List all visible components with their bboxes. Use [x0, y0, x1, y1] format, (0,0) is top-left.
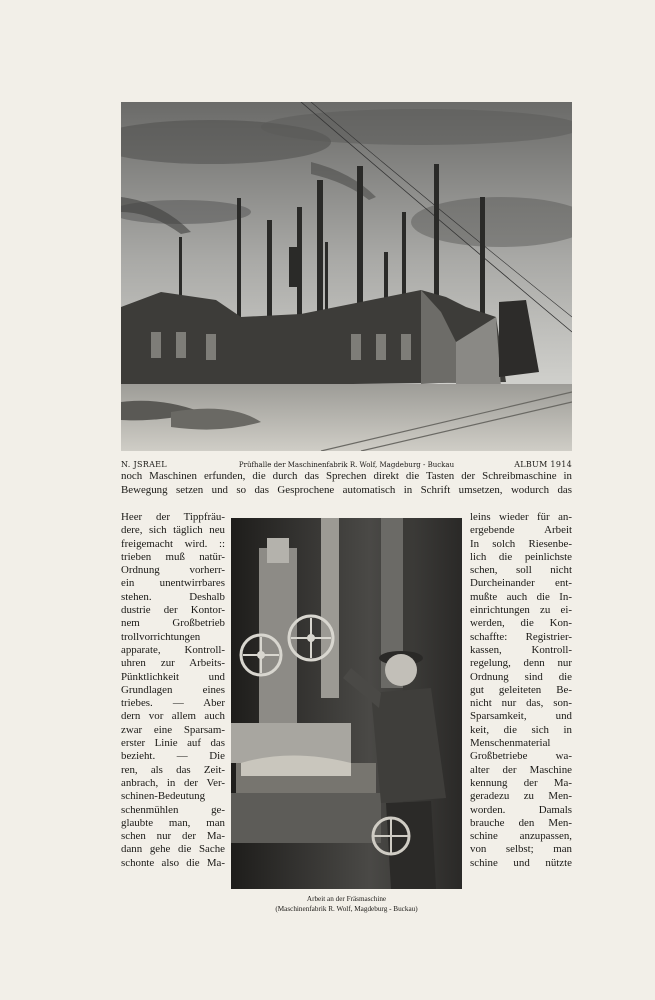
right-column-line: Sparsamkeit, und	[470, 710, 572, 723]
left-column-line: trollvorrichtungen	[121, 630, 201, 643]
factory-hall-photo	[121, 102, 572, 451]
left-column-line: Pünktlichkeit und	[121, 670, 225, 683]
left-column-line: bezieht. — Die	[121, 750, 225, 763]
left-column-line: ein unentwirrbares	[121, 577, 225, 590]
left-column-line: nem Großbetrieb	[121, 617, 225, 630]
right-column-line: mußte auch die In-	[470, 590, 572, 603]
photo-caption-top: Prüfhalle der Maschinenfabrik R. Wolf, Magdeburg - Buckau	[238, 461, 455, 469]
left-column-line: anbrach, in der Ver-	[121, 776, 225, 789]
milling-machine-photo	[231, 518, 462, 889]
right-column-line: schaffte: Registrier-	[470, 630, 572, 643]
left-column-line: glaubte man, man	[121, 816, 225, 829]
left-column-line: schinen-Bedeutung	[121, 790, 206, 803]
album-label: ALBUM 1914	[514, 460, 572, 469]
right-column-line: kennung der Ma-	[470, 776, 572, 789]
author-name: N. JSRAEL	[121, 460, 167, 469]
right-column-line: nicht nur das, son-	[470, 697, 572, 710]
right-column-line: kassen, Kontroll-	[470, 643, 572, 656]
milling-caption-line-1: Arbeit an der Fräsmaschine	[306, 895, 387, 903]
left-column-line: dern vor allem auch	[121, 710, 225, 723]
right-column-line: schine und nützte	[470, 856, 572, 869]
right-column-line: regelung, denn nur	[470, 657, 572, 670]
left-column-line: zwar eine Sparsam-	[121, 723, 225, 736]
right-column-line: schen, soll nicht	[470, 564, 572, 577]
left-column-line: ren, als das Zeit-	[121, 763, 225, 776]
left-column-line: dere, sich täglich neu	[121, 524, 225, 537]
right-column-line: gut geleiteten Be-	[470, 683, 572, 696]
left-column-line: uhren zur Arbeits-	[121, 657, 225, 670]
left-column-line: trieben muß natür-	[121, 550, 225, 563]
right-column-line: Menschenmaterial	[470, 737, 551, 750]
right-column-line: schine anzupassen,	[470, 830, 572, 843]
left-column-line: dann gehe die Sache	[121, 843, 225, 856]
milling-photo-caption	[231, 895, 462, 914]
right-column-line: ergebende Arbeit	[470, 524, 572, 537]
left-column-line: schonte also die Ma-	[121, 856, 225, 869]
left-column-line: dustrie der Kontor-	[121, 604, 225, 617]
right-column-line: worden. Damals	[470, 803, 572, 816]
right-column	[470, 511, 572, 870]
right-column-line: alter der Maschine	[470, 763, 572, 776]
left-column-line: Grundlagen eines	[121, 683, 225, 696]
right-column-line: geradezu zu Men-	[470, 790, 572, 803]
left-column-line: schen nur der Ma-	[121, 830, 225, 843]
left-column-line: freigemacht wird. ::	[121, 537, 225, 550]
body-line-1: noch Maschinen erfunden, die durch das Sprechen direkt die Tasten der Schreibmaschine in	[121, 470, 572, 482]
left-column	[121, 511, 225, 870]
left-column-line: stehen. Deshalb	[121, 590, 225, 603]
right-column-line: brauche den Men-	[470, 816, 572, 829]
left-column-line: Ordnung vorherr-	[121, 564, 225, 577]
right-column-line: von selbst; man	[470, 843, 572, 856]
right-column-line: werden, die Kon-	[470, 617, 572, 630]
right-column-line: In solch Riesenbe-	[470, 537, 572, 550]
right-column-line: Ordnung sind die	[470, 670, 572, 683]
left-column-line: Heer der Tippfräu-	[121, 511, 225, 523]
body-line-2: Bewegung setzen und so das Gesprochene automatisch in Schrift umsetzen, wodurch das	[121, 484, 572, 496]
left-column-line: apparate, Kontroll-	[121, 643, 225, 656]
right-column-line: leins wieder für an-	[470, 511, 572, 523]
left-column-line: erster Linie auf das	[121, 737, 225, 750]
left-column-line: schenmühlen ge-	[121, 803, 225, 816]
right-column-line: keit, die sich in	[470, 723, 572, 736]
right-column-line: Großbetriebe wa-	[470, 750, 572, 763]
milling-caption-line-2: (Maschinenfabrik R. Wolf, Magdeburg - Buckau)	[275, 904, 418, 913]
right-column-line: einrichtungen zu ei-	[470, 604, 572, 617]
left-column-line: triebes. — Aber	[121, 697, 225, 710]
right-column-line: lich die peinlichste	[470, 550, 572, 563]
right-column-line: Durcheinander ent-	[470, 577, 572, 590]
